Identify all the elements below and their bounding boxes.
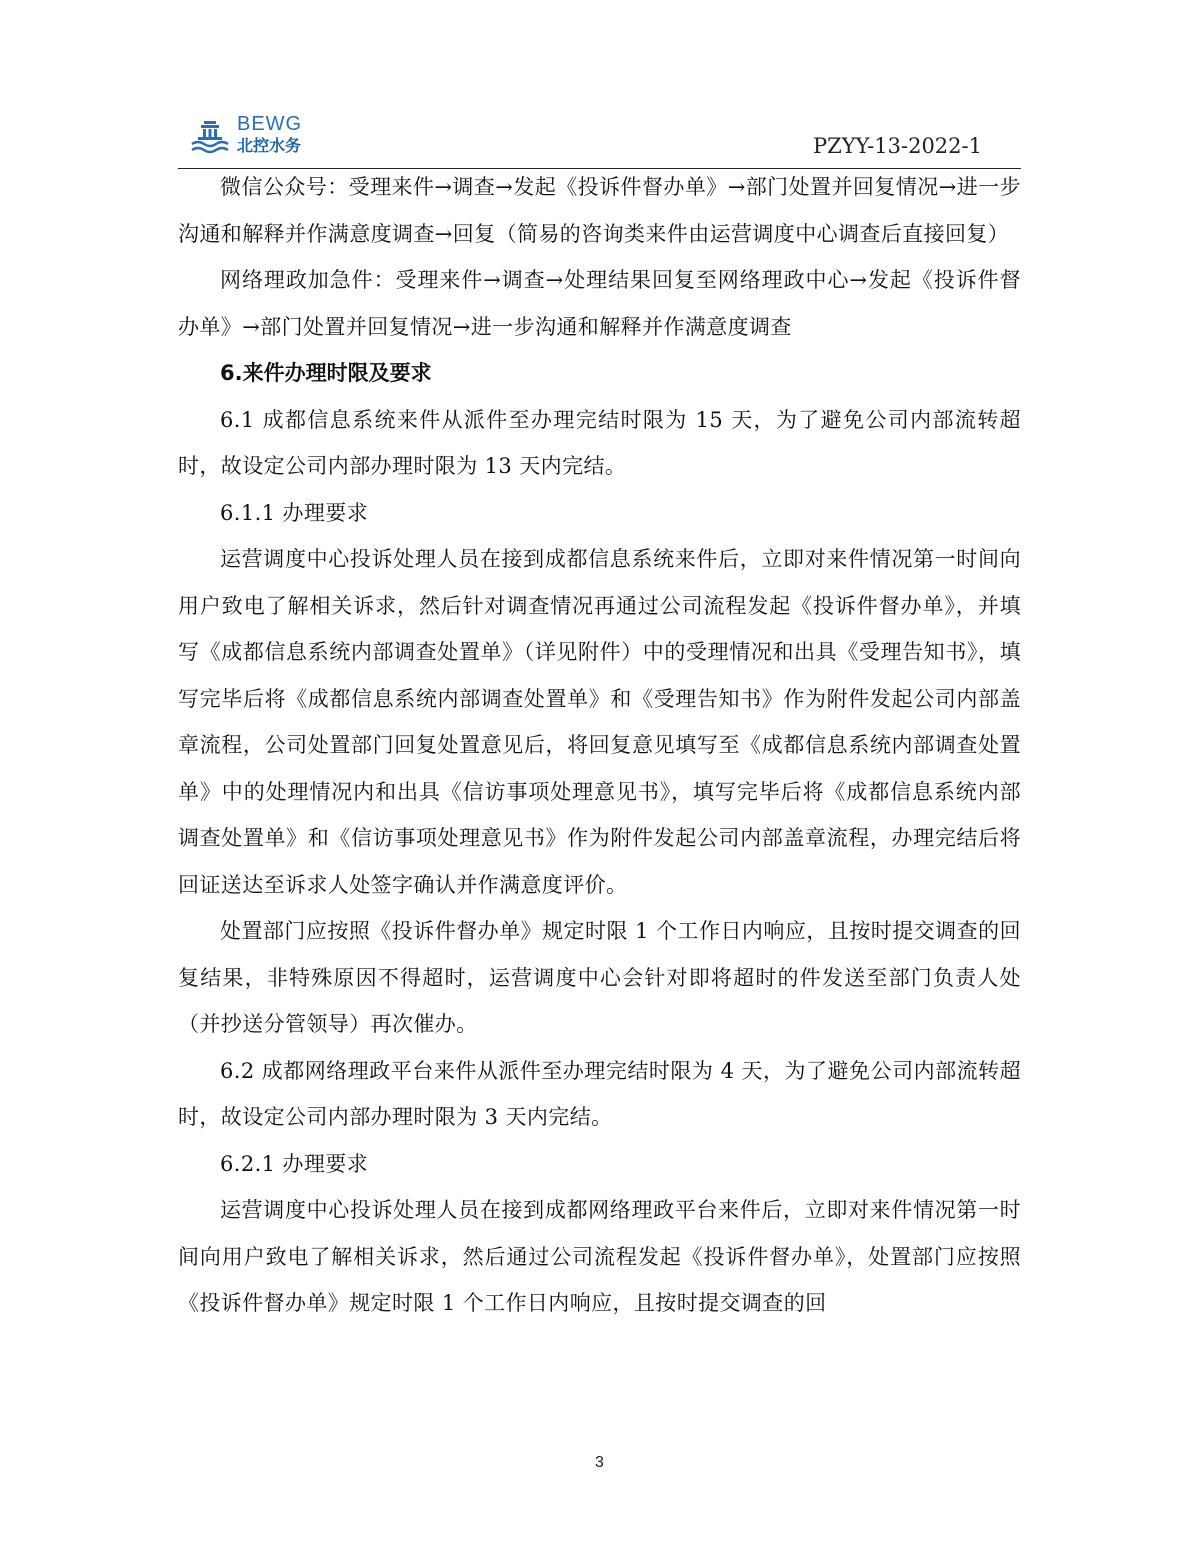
logo-wordmark-chinese: 北控水务 xyxy=(237,136,302,155)
page-number: 3 xyxy=(595,1454,604,1471)
document-body xyxy=(178,164,1021,1327)
paragraph-6-2-1-body: 运营调度中心投诉处理人员在接到成都网络理政平台来件后，立即对来件情况第一时间向用户致电了解相关诉求，然后通过公司流程发起《投诉件督办单》，处置部门应按照《投诉件督办单》规定时限 1 个工作日内响应，且按时提交调查的回 xyxy=(178,1198,1021,1315)
document-code: PZYY-13-2022-1 xyxy=(813,134,982,158)
paragraph-wechat-flow: 微信公众号：受理来件→调查→发起《投诉件督办单》→部门处置并回复情况→进一步沟通和解释并作满意度调查→回复（简易的咨询类来件由运营调度中心调查后直接回复） xyxy=(178,175,1021,246)
subheading-6-2-1: 6.2.1 办理要求 xyxy=(220,1151,369,1176)
subheading-6-1-1: 6.1.1 办理要求 xyxy=(220,500,369,525)
section-heading-6: 6.来件办理时限及要求 xyxy=(220,361,432,385)
logo-wordmark-latin: BEWG xyxy=(237,113,303,135)
paragraph-urgent-flow: 网络理政加急件：受理来件→调查→处理结果回复至网络理政中心→发起《投诉件督办单》→部门处置并回复情况→进一步沟通和解释并作满意度调查 xyxy=(178,268,1021,339)
paragraph-6-1-1-body: 运营调度中心投诉处理人员在接到成都信息系统来件后，立即对来件情况第一时间向用户致电了解相关诉求，然后针对调查情况再通过公司流程发起《投诉件督办单》，并填写《成都信息系统内部调查处置单》（详见附件）中的受理情况和出具《受理告知书》，填写完毕后将《成都信息系统内部调查处置单》和《受理告知书》作为附件发起公司内部盖章流程，公司处置部门回复处置意见后，将回复意见填写至《成都信息系统内部调查处置单》中的处理情况内和出具《信访事项处理意见书》，填写完毕后将《成都信息系统内部调查处置单》和《信访事项处理意见书》作为附件发起公司内部盖章流程，办理完结后将回证送达至诉求人处签字确认并作满意度评价。 xyxy=(178,547,1021,897)
paragraph-6-1: 6.1 成都信息系统来件从派件至办理完结时限为 15 天，为了避免公司内部流转超时，故设定公司内部办理时限为 13 天内完结。 xyxy=(178,407,1021,478)
paragraph-6-1-1-deadline: 处置部门应按照《投诉件督办单》规定时限 1 个工作日内响应，且按时提交调查的回复结果，非特殊原因不得超时，运营调度中心会针对即将超时的件发送至部门负责人处（并抄送分管领导）再次催办。 xyxy=(178,919,1021,1036)
paragraph-6-2: 6.2 成都网络理政平台来件从派件至办理完结时限为 4 天，为了避免公司内部流转超时，故设定公司内部办理时限为 3 天内完结。 xyxy=(178,1058,1021,1129)
